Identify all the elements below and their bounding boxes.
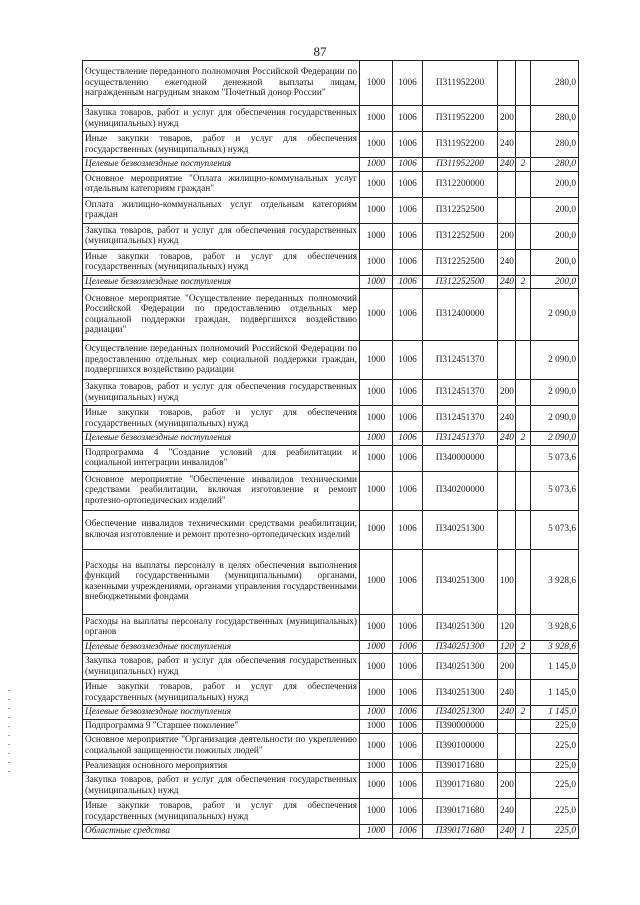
- row-expense-type: 120: [498, 640, 516, 654]
- row-razdel: 1000: [360, 445, 393, 471]
- table-row: [83, 471, 579, 510]
- row-target-article: П311952200: [423, 158, 498, 172]
- row-razdel: 1000: [360, 223, 393, 249]
- table-row: [83, 171, 579, 197]
- row-expense-type: 100: [498, 549, 516, 614]
- row-podrazdel: 1006: [393, 158, 423, 172]
- row-amount: 225,0: [531, 733, 579, 759]
- row-name: Иные закупки товаров, работ и услуг для обеспечения государственных (муниципальных) нужд: [83, 799, 360, 825]
- row-razdel: 1000: [360, 406, 393, 432]
- row-razdel: 1000: [360, 158, 393, 172]
- row-razdel: 1000: [360, 432, 393, 446]
- row-amount: 200,0: [531, 249, 579, 275]
- row-name: Иные закупки товаров, работ и услуг для обеспечения государственных (муниципальных) нужд: [83, 249, 360, 275]
- row-expense-type: 200: [498, 380, 516, 406]
- row-target-article: П312252500: [423, 249, 498, 275]
- row-name: Целевые безвозмездные поступления: [83, 706, 360, 720]
- row-expense-type: 240: [498, 825, 516, 839]
- row-name: Осуществление переданного полномочия Российской Федерации по осуществлению ежегодной денежной выплаты лицам, награжденным нагрудным знаком "Почетный донор России": [83, 61, 360, 106]
- row-name: Оплата жилищно-коммунальных услуг отдельным категориям граждан: [83, 197, 360, 223]
- row-expense-type: [498, 445, 516, 471]
- row-funding-source: 2: [516, 640, 531, 654]
- row-name: Основное мероприятие "Организация деятельности по укреплению социальной защищенности пожилых людей": [83, 733, 360, 759]
- row-funding-source: [516, 445, 531, 471]
- table-row: [83, 406, 579, 432]
- table-row: [83, 289, 579, 341]
- row-podrazdel: 1006: [393, 380, 423, 406]
- row-amount: 2 090,0: [531, 432, 579, 446]
- budget-table: [82, 60, 579, 839]
- row-amount: 200,0: [531, 171, 579, 197]
- row-funding-source: [516, 719, 531, 733]
- row-name: Обеспечение инвалидов техническими средствами реабилитации, включая изготовление и ремонт протезно-ортопедических изделий: [83, 510, 360, 549]
- row-funding-source: [516, 614, 531, 640]
- row-funding-source: [516, 223, 531, 249]
- row-podrazdel: 1006: [393, 680, 423, 706]
- row-razdel: 1000: [360, 197, 393, 223]
- row-target-article: П312451370: [423, 341, 498, 380]
- row-expense-type: 240: [498, 158, 516, 172]
- row-razdel: 1000: [360, 289, 393, 341]
- table-row: [83, 106, 579, 132]
- row-funding-source: [516, 289, 531, 341]
- row-amount: 225,0: [531, 773, 579, 799]
- row-amount: 225,0: [531, 825, 579, 839]
- row-name: Расходы на выплаты персоналу государственных (муниципальных) органов: [83, 614, 360, 640]
- table-row: [83, 825, 579, 839]
- row-name: Осуществление переданных полномочий Российской Федерации по предоставлению отдельных мер социальной поддержки граждан, подвергшихся воздействию радиации: [83, 341, 360, 380]
- row-amount: 2 090,0: [531, 406, 579, 432]
- row-name: Закупка товаров, работ и услуг для обеспечения государственных (муниципальных) нужд: [83, 773, 360, 799]
- row-podrazdel: 1006: [393, 614, 423, 640]
- row-expense-type: [498, 171, 516, 197]
- row-podrazdel: 1006: [393, 799, 423, 825]
- row-name: Закупка товаров, работ и услуг для обеспечения государственных (муниципальных) нужд: [83, 106, 360, 132]
- row-razdel: 1000: [360, 799, 393, 825]
- table-row: [83, 132, 579, 158]
- row-target-article: П312252500: [423, 275, 498, 289]
- row-target-article: П390000000: [423, 719, 498, 733]
- table-row: [83, 654, 579, 680]
- row-funding-source: [516, 510, 531, 549]
- row-podrazdel: 1006: [393, 825, 423, 839]
- margin-dots: [8, 690, 10, 780]
- row-amount: 2 090,0: [531, 289, 579, 341]
- row-target-article: П340251300: [423, 680, 498, 706]
- table-row: [83, 249, 579, 275]
- row-podrazdel: 1006: [393, 197, 423, 223]
- row-expense-type: 240: [498, 432, 516, 446]
- row-podrazdel: 1006: [393, 432, 423, 446]
- row-target-article: П340000000: [423, 445, 498, 471]
- row-razdel: 1000: [360, 719, 393, 733]
- table-row: [83, 223, 579, 249]
- row-funding-source: 1: [516, 825, 531, 839]
- row-razdel: 1000: [360, 706, 393, 720]
- row-expense-type: [498, 719, 516, 733]
- row-funding-source: 2: [516, 158, 531, 172]
- row-razdel: 1000: [360, 380, 393, 406]
- row-name: Целевые безвозмездные поступления: [83, 432, 360, 446]
- row-amount: 200,0: [531, 197, 579, 223]
- row-amount: 5 073,6: [531, 445, 579, 471]
- row-funding-source: [516, 197, 531, 223]
- row-name: Иные закупки товаров, работ и услуг для обеспечения государственных (муниципальных) нужд: [83, 406, 360, 432]
- row-funding-source: [516, 106, 531, 132]
- budget-table-body: [83, 61, 579, 839]
- row-funding-source: [516, 471, 531, 510]
- page-number: 87: [313, 44, 327, 59]
- row-expense-type: 240: [498, 406, 516, 432]
- row-name: Основное мероприятие "Обеспечение инвалидов техническими средствами реабилитации, включая изготовление и ремонт протезно-ортопедических изделий": [83, 471, 360, 510]
- row-name: Целевые безвозмездные поступления: [83, 275, 360, 289]
- row-amount: 225,0: [531, 759, 579, 773]
- row-amount: 3 928,6: [531, 549, 579, 614]
- row-target-article: П312451370: [423, 432, 498, 446]
- row-amount: 5 073,6: [531, 471, 579, 510]
- row-amount: 200,0: [531, 223, 579, 249]
- row-razdel: 1000: [360, 773, 393, 799]
- row-podrazdel: 1006: [393, 510, 423, 549]
- row-amount: 3 928,6: [531, 614, 579, 640]
- row-podrazdel: 1006: [393, 773, 423, 799]
- row-name: Закупка товаров, работ и услуг для обеспечения государственных (муниципальных) нужд: [83, 223, 360, 249]
- row-podrazdel: 1006: [393, 549, 423, 614]
- table-row: [83, 158, 579, 172]
- row-razdel: 1000: [360, 733, 393, 759]
- row-target-article: П390171680: [423, 825, 498, 839]
- row-amount: 2 090,0: [531, 341, 579, 380]
- row-funding-source: [516, 773, 531, 799]
- row-razdel: 1000: [360, 825, 393, 839]
- row-expense-type: [498, 471, 516, 510]
- row-funding-source: [516, 61, 531, 106]
- row-funding-source: 2: [516, 432, 531, 446]
- row-razdel: 1000: [360, 61, 393, 106]
- table-row: [83, 680, 579, 706]
- row-podrazdel: 1006: [393, 223, 423, 249]
- row-amount: 1 145,0: [531, 654, 579, 680]
- row-name: Целевые безвозмездные поступления: [83, 640, 360, 654]
- row-expense-type: 240: [498, 706, 516, 720]
- row-expense-type: 120: [498, 614, 516, 640]
- row-podrazdel: 1006: [393, 341, 423, 380]
- row-name: Основное мероприятие "Оплата жилищно-коммунальных услуг отдельным категориям граждан": [83, 171, 360, 197]
- row-podrazdel: 1006: [393, 132, 423, 158]
- row-funding-source: [516, 171, 531, 197]
- table-row: [83, 799, 579, 825]
- table-row: [83, 759, 579, 773]
- row-name: Подпрограмма 4 "Создание условий для реабилитации и социальной интеграции инвалидов": [83, 445, 360, 471]
- row-expense-type: 200: [498, 773, 516, 799]
- row-name: Областные средства: [83, 825, 360, 839]
- row-podrazdel: 1006: [393, 445, 423, 471]
- row-expense-type: [498, 289, 516, 341]
- row-razdel: 1000: [360, 171, 393, 197]
- row-amount: 200,0: [531, 275, 579, 289]
- row-amount: 1 145,0: [531, 706, 579, 720]
- table-row: [83, 640, 579, 654]
- row-amount: 280,0: [531, 61, 579, 106]
- row-podrazdel: 1006: [393, 406, 423, 432]
- table-row: [83, 432, 579, 446]
- row-funding-source: [516, 132, 531, 158]
- table-row: [83, 706, 579, 720]
- row-razdel: 1000: [360, 106, 393, 132]
- row-name: Основное мероприятие "Осуществление переданных полномочий Российской Федерации по предоставлению отдельных мер социальной поддержки граждан, подвергшихся воздействию радиации": [83, 289, 360, 341]
- row-target-article: П311952200: [423, 61, 498, 106]
- row-expense-type: 200: [498, 106, 516, 132]
- row-target-article: П390171680: [423, 759, 498, 773]
- row-target-article: П340251300: [423, 706, 498, 720]
- table-row: [83, 773, 579, 799]
- row-target-article: П390171680: [423, 773, 498, 799]
- row-amount: 280,0: [531, 158, 579, 172]
- row-podrazdel: 1006: [393, 106, 423, 132]
- table-row: [83, 197, 579, 223]
- row-funding-source: [516, 406, 531, 432]
- row-razdel: 1000: [360, 249, 393, 275]
- row-funding-source: [516, 380, 531, 406]
- row-name: Закупка товаров, работ и услуг для обеспечения государственных (муниципальных) нужд: [83, 380, 360, 406]
- row-funding-source: [516, 249, 531, 275]
- row-podrazdel: 1006: [393, 759, 423, 773]
- row-podrazdel: 1006: [393, 640, 423, 654]
- row-expense-type: 240: [498, 275, 516, 289]
- row-expense-type: 200: [498, 223, 516, 249]
- row-target-article: П312451370: [423, 380, 498, 406]
- row-podrazdel: 1006: [393, 289, 423, 341]
- row-expense-type: 200: [498, 654, 516, 680]
- row-target-article: П311952200: [423, 106, 498, 132]
- table-row: [83, 341, 579, 380]
- row-expense-type: [498, 197, 516, 223]
- row-razdel: 1000: [360, 549, 393, 614]
- row-podrazdel: 1006: [393, 61, 423, 106]
- row-funding-source: [516, 799, 531, 825]
- row-name: Целевые безвозмездные поступления: [83, 158, 360, 172]
- row-target-article: П312200000: [423, 171, 498, 197]
- table-row: [83, 445, 579, 471]
- row-name: Иные закупки товаров, работ и услуг для обеспечения государственных (муниципальных) нужд: [83, 132, 360, 158]
- row-podrazdel: 1006: [393, 733, 423, 759]
- row-target-article: П340251300: [423, 549, 498, 614]
- row-podrazdel: 1006: [393, 471, 423, 510]
- row-amount: 280,0: [531, 106, 579, 132]
- row-target-article: П312252500: [423, 197, 498, 223]
- table-row: [83, 61, 579, 106]
- row-target-article: П340251300: [423, 510, 498, 549]
- row-razdel: 1000: [360, 614, 393, 640]
- row-expense-type: [498, 61, 516, 106]
- row-funding-source: 2: [516, 275, 531, 289]
- row-amount: 5 073,6: [531, 510, 579, 549]
- row-amount: 225,0: [531, 719, 579, 733]
- row-funding-source: 2: [516, 706, 531, 720]
- row-target-article: П340200000: [423, 471, 498, 510]
- row-funding-source: [516, 549, 531, 614]
- row-target-article: П312252500: [423, 223, 498, 249]
- row-razdel: 1000: [360, 640, 393, 654]
- row-expense-type: 240: [498, 799, 516, 825]
- row-razdel: 1000: [360, 275, 393, 289]
- row-razdel: 1000: [360, 680, 393, 706]
- table-row: [83, 275, 579, 289]
- row-name: Иные закупки товаров, работ и услуг для обеспечения государственных (муниципальных) нужд: [83, 680, 360, 706]
- row-expense-type: [498, 341, 516, 380]
- row-razdel: 1000: [360, 132, 393, 158]
- row-razdel: 1000: [360, 759, 393, 773]
- row-target-article: П340251300: [423, 640, 498, 654]
- row-amount: 1 145,0: [531, 680, 579, 706]
- row-expense-type: [498, 759, 516, 773]
- row-funding-source: [516, 341, 531, 380]
- row-name: Расходы на выплаты персоналу в целях обеспечения выполнения функций государственными (муниципальными) органами, казенными учреждениями, органами управления государственными внебюджетными фондами: [83, 549, 360, 614]
- row-funding-source: [516, 654, 531, 680]
- row-expense-type: [498, 510, 516, 549]
- row-razdel: 1000: [360, 341, 393, 380]
- row-razdel: 1000: [360, 654, 393, 680]
- row-amount: 3 928,6: [531, 640, 579, 654]
- row-expense-type: 240: [498, 680, 516, 706]
- row-podrazdel: 1006: [393, 275, 423, 289]
- row-expense-type: 240: [498, 132, 516, 158]
- row-target-article: П312451370: [423, 406, 498, 432]
- row-name: Подпрограмма 9 "Старшее поколение": [83, 719, 360, 733]
- row-podrazdel: 1006: [393, 249, 423, 275]
- row-podrazdel: 1006: [393, 706, 423, 720]
- row-target-article: П390171680: [423, 799, 498, 825]
- row-expense-type: [498, 733, 516, 759]
- row-amount: 2 090,0: [531, 380, 579, 406]
- row-funding-source: [516, 680, 531, 706]
- table-row: [83, 510, 579, 549]
- row-funding-source: [516, 759, 531, 773]
- row-amount: 225,0: [531, 799, 579, 825]
- row-target-article: П390100000: [423, 733, 498, 759]
- row-expense-type: 240: [498, 249, 516, 275]
- row-podrazdel: 1006: [393, 719, 423, 733]
- row-podrazdel: 1006: [393, 171, 423, 197]
- row-funding-source: [516, 733, 531, 759]
- row-target-article: П340251300: [423, 614, 498, 640]
- row-amount: 280,0: [531, 132, 579, 158]
- row-target-article: П311952200: [423, 132, 498, 158]
- row-razdel: 1000: [360, 510, 393, 549]
- row-name: Закупка товаров, работ и услуг для обеспечения государственных (муниципальных) нужд: [83, 654, 360, 680]
- table-row: [83, 614, 579, 640]
- table-row: [83, 719, 579, 733]
- row-target-article: П340251300: [423, 654, 498, 680]
- row-name: Реализация основного мероприятия: [83, 759, 360, 773]
- row-target-article: П312400000: [423, 289, 498, 341]
- table-row: [83, 380, 579, 406]
- table-row: [83, 733, 579, 759]
- row-podrazdel: 1006: [393, 654, 423, 680]
- table-row: [83, 549, 579, 614]
- row-razdel: 1000: [360, 471, 393, 510]
